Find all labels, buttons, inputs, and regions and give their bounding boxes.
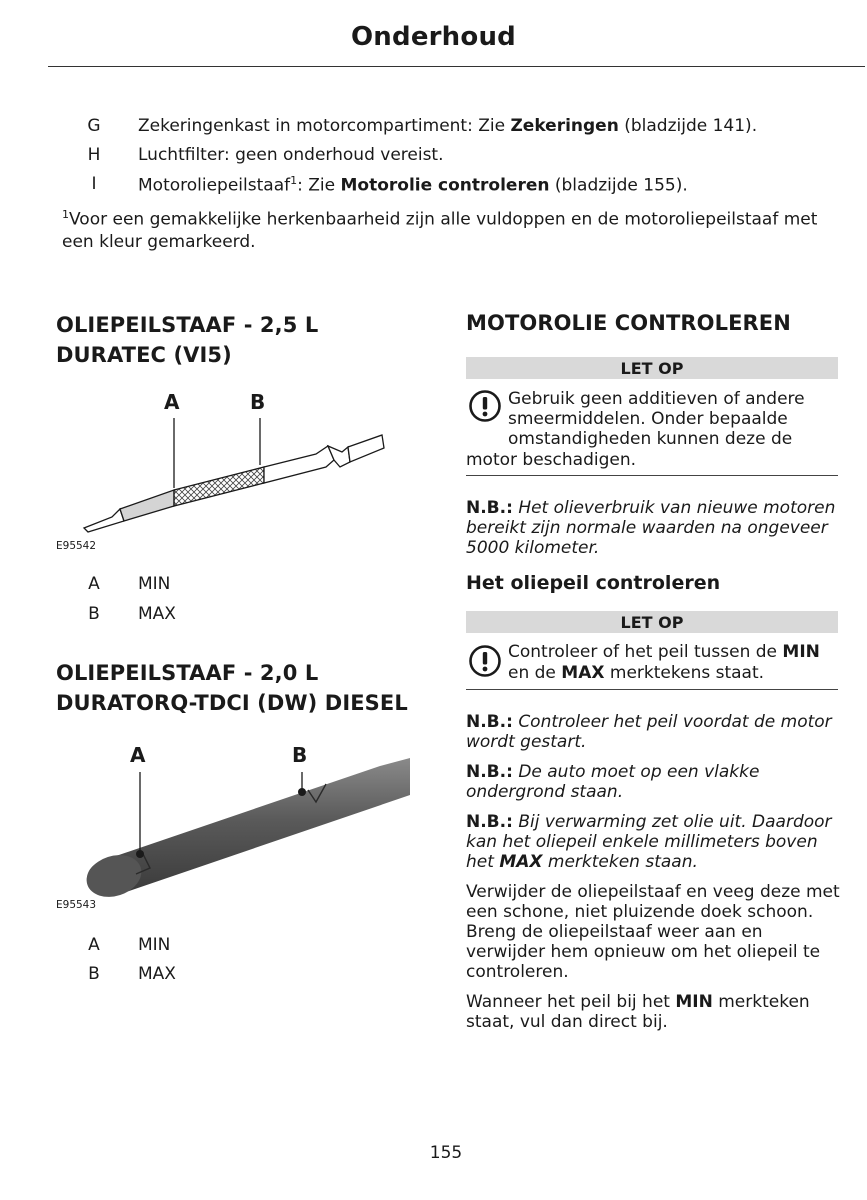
header-rule: [48, 66, 865, 67]
section-title-duratec: [56, 310, 318, 370]
note-label: N.B.:: [466, 812, 513, 832]
legend-text-i-pre: Motoroliepeilstaaf: [138, 175, 291, 196]
warning-rule: [466, 689, 838, 690]
section-title-duratorq-line1: OLIEPEILSTAAF - 2,0 L: [56, 661, 319, 685]
footnote-marker: 1: [62, 208, 69, 221]
caution-banner: LET OP: [466, 357, 838, 379]
legend-letter-i: I: [91, 174, 97, 194]
note-text: De auto moet op een vlakke ondergrond staan.: [466, 762, 760, 802]
warning-text-minmax: [508, 642, 843, 684]
note-text-max: MAX: [499, 852, 543, 872]
legend-text-g: [138, 116, 757, 136]
warning-text-line1: Gebruik geen additieven of andere: [508, 389, 805, 409]
callout-b-duratec: B: [250, 390, 266, 414]
legend-letter-a: A: [88, 574, 100, 594]
warning-icon: [468, 644, 502, 682]
paragraph-remove-dipstick: Verwijder de oliepeilstaaf en veeg deze met een schone, niet pluizende doek schoon. Breng de oliepeilstaaf weer aan en verwijder hem opnieuw om het oliepeil te controleren.: [466, 882, 840, 982]
note-text: Het olieverbruik van nieuwe motoren bereikt zijn normale waarden na ongeveer 5000 kilometer.: [466, 498, 836, 558]
legend-letter-b: B: [88, 964, 100, 984]
legend-text-g-post: (bladzijde 141).: [618, 116, 758, 136]
legend-text-i-link[interactable]: Motorolie controleren: [340, 175, 550, 196]
paragraph-top-up-post: merkteken staat, vul dan direct bij.: [466, 992, 810, 1032]
section-title-motorolie: MOTOROLIE CONTROLEREN: [466, 311, 791, 335]
section-title-duratec-line1: OLIEPEILSTAAF - 2,5 L: [56, 313, 319, 337]
warning-text-mid: en de: [508, 663, 562, 683]
note-label: N.B.:: [466, 762, 513, 782]
note-consumption: [466, 498, 846, 558]
note-text: Bij verwarming zet olie uit. Daardoor kan het oliepeil enkele millimeters boven het: [466, 812, 832, 872]
note-oil-expands: [466, 812, 846, 872]
footnote-text: Voor een gemakkelijke herkenbaarheid zijn alle vuldoppen en de motoroliepeilstaaf met een kleur gemarkeerd.: [62, 209, 818, 252]
legend-letter-a: A: [88, 935, 100, 955]
dipstick-figure-duratec: [80, 390, 395, 540]
section-title-duratorq: [56, 658, 408, 718]
subheading-check-oil: Het oliepeil controleren: [466, 572, 721, 594]
warning-text-min: MIN: [782, 642, 820, 662]
note-text: Controleer het peil voordat de motor wordt gestart.: [466, 712, 832, 752]
page-number: 155: [429, 1143, 463, 1163]
caution-banner: LET OP: [466, 611, 838, 633]
footnote-ref: 1: [290, 174, 298, 187]
legend-text-i: [138, 174, 688, 196]
dipstick-figure-duratorq: [80, 740, 415, 900]
warning-text-line4: motor beschadigen.: [466, 450, 637, 470]
warning-text-max: MAX: [561, 663, 605, 683]
warning-text-line3: omstandigheden kunnen deze de: [508, 429, 793, 449]
note-before-start: [466, 712, 846, 752]
callout-a-duratorq: A: [130, 743, 146, 767]
dipstick-duratec-illustration: [80, 390, 395, 540]
paragraph-top-up: [466, 992, 846, 1032]
legend-text-min: MIN: [138, 574, 171, 594]
callout-a-duratec: A: [164, 390, 180, 414]
legend-text-max: MAX: [138, 964, 176, 984]
legend-text-i-mid: : Zie: [297, 175, 341, 196]
legend-text-g-link[interactable]: Zekeringen: [510, 116, 619, 136]
section-title-duratorq-line2: DURATORQ-TDCI (DW) DIESEL: [56, 691, 408, 715]
footnote: [62, 204, 832, 253]
note-label: N.B.:: [466, 712, 513, 732]
figure-code-duratec: E95542: [56, 540, 97, 552]
note-label: N.B.:: [466, 498, 513, 518]
warning-text-post: merktekens staat.: [604, 663, 765, 683]
legend-letter-h: H: [87, 145, 101, 165]
note-text-post: merkteken staan.: [542, 852, 698, 872]
figure-code-duratorq: E95543: [56, 899, 97, 911]
legend-text-i-post: (bladzijde 155).: [549, 175, 688, 196]
paragraph-top-up-pre: Wanneer het peil bij het: [466, 992, 676, 1012]
warning-text-line2: smeermiddelen. Onder bepaalde: [508, 409, 788, 429]
legend-letter-g: G: [87, 116, 101, 136]
legend-letter-b: B: [88, 604, 100, 624]
warning-text-pre: Controleer of het peil tussen de: [508, 642, 783, 662]
warning-icon: [468, 389, 502, 427]
legend-text-h: Luchtfilter: geen onderhoud vereist.: [138, 145, 444, 165]
legend-text-min: MIN: [138, 935, 171, 955]
paragraph-top-up-min: MIN: [675, 992, 713, 1012]
callout-b-duratorq: B: [292, 743, 308, 767]
page-title: Onderhoud: [351, 22, 516, 52]
note-level-ground: [466, 762, 846, 802]
section-title-duratec-line2: DURATEC (VI5): [56, 343, 232, 367]
legend-text-g-pre: Zekeringenkast in motorcompartiment: Zie: [138, 116, 511, 136]
legend-text-max: MAX: [138, 604, 176, 624]
warning-rule: [466, 475, 838, 476]
